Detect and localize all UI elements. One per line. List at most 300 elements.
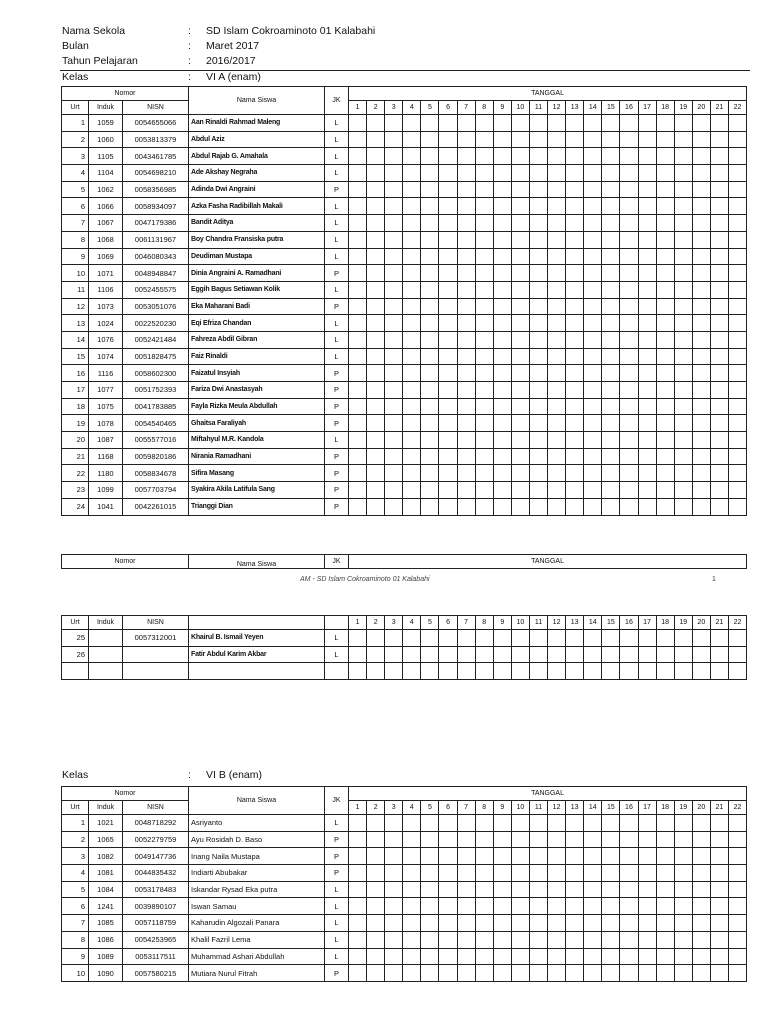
- attendance-cell[interactable]: [728, 815, 746, 832]
- attendance-cell[interactable]: [674, 815, 692, 832]
- attendance-cell[interactable]: [349, 181, 367, 198]
- attendance-cell[interactable]: [710, 115, 728, 132]
- attendance-cell[interactable]: [674, 663, 692, 680]
- attendance-cell[interactable]: [439, 265, 457, 282]
- attendance-cell[interactable]: [475, 881, 493, 898]
- attendance-cell[interactable]: [620, 663, 638, 680]
- attendance-cell[interactable]: [475, 948, 493, 965]
- attendance-cell[interactable]: [439, 382, 457, 399]
- attendance-cell[interactable]: [475, 931, 493, 948]
- attendance-cell[interactable]: [367, 298, 385, 315]
- attendance-cell[interactable]: [385, 915, 403, 932]
- attendance-cell[interactable]: [385, 148, 403, 165]
- attendance-cell[interactable]: [457, 831, 475, 848]
- attendance-cell[interactable]: [728, 965, 746, 982]
- attendance-cell[interactable]: [692, 315, 710, 332]
- attendance-cell[interactable]: [638, 398, 656, 415]
- attendance-cell[interactable]: [511, 448, 529, 465]
- attendance-cell[interactable]: [403, 131, 421, 148]
- attendance-cell[interactable]: [692, 948, 710, 965]
- attendance-cell[interactable]: [457, 315, 475, 332]
- attendance-cell[interactable]: [674, 865, 692, 882]
- attendance-cell[interactable]: [529, 646, 547, 663]
- attendance-cell[interactable]: [566, 646, 584, 663]
- attendance-cell[interactable]: [656, 215, 674, 232]
- attendance-cell[interactable]: [385, 898, 403, 915]
- attendance-cell[interactable]: [638, 382, 656, 399]
- attendance-cell[interactable]: [566, 432, 584, 449]
- attendance-cell[interactable]: [602, 931, 620, 948]
- attendance-cell[interactable]: [493, 382, 511, 399]
- attendance-cell[interactable]: [674, 298, 692, 315]
- attendance-cell[interactable]: [367, 831, 385, 848]
- attendance-cell[interactable]: [602, 398, 620, 415]
- attendance-cell[interactable]: [457, 848, 475, 865]
- attendance-cell[interactable]: [710, 948, 728, 965]
- attendance-cell[interactable]: [584, 165, 602, 182]
- attendance-cell[interactable]: [511, 931, 529, 948]
- attendance-cell[interactable]: [710, 915, 728, 932]
- attendance-cell[interactable]: [620, 646, 638, 663]
- attendance-cell[interactable]: [602, 181, 620, 198]
- attendance-cell[interactable]: [638, 348, 656, 365]
- attendance-cell[interactable]: [529, 948, 547, 965]
- attendance-cell[interactable]: [439, 215, 457, 232]
- attendance-cell[interactable]: [385, 948, 403, 965]
- attendance-cell[interactable]: [710, 231, 728, 248]
- attendance-cell[interactable]: [457, 298, 475, 315]
- attendance-cell[interactable]: [692, 498, 710, 515]
- attendance-cell[interactable]: [457, 215, 475, 232]
- attendance-cell[interactable]: [728, 131, 746, 148]
- attendance-cell[interactable]: [529, 281, 547, 298]
- attendance-cell[interactable]: [367, 663, 385, 680]
- attendance-cell[interactable]: [656, 298, 674, 315]
- attendance-cell[interactable]: [349, 365, 367, 382]
- attendance-cell[interactable]: [602, 646, 620, 663]
- attendance-cell[interactable]: [457, 915, 475, 932]
- attendance-cell[interactable]: [511, 348, 529, 365]
- attendance-cell[interactable]: [457, 248, 475, 265]
- attendance-cell[interactable]: [367, 198, 385, 215]
- attendance-cell[interactable]: [728, 265, 746, 282]
- attendance-cell[interactable]: [656, 482, 674, 499]
- attendance-cell[interactable]: [385, 281, 403, 298]
- attendance-cell[interactable]: [638, 315, 656, 332]
- attendance-cell[interactable]: [493, 365, 511, 382]
- attendance-cell[interactable]: [403, 315, 421, 332]
- attendance-cell[interactable]: [602, 365, 620, 382]
- attendance-cell[interactable]: [692, 898, 710, 915]
- attendance-cell[interactable]: [385, 331, 403, 348]
- attendance-cell[interactable]: [710, 348, 728, 365]
- attendance-cell[interactable]: [421, 248, 439, 265]
- attendance-cell[interactable]: [566, 398, 584, 415]
- attendance-cell[interactable]: [620, 498, 638, 515]
- attendance-cell[interactable]: [475, 215, 493, 232]
- attendance-cell[interactable]: [710, 432, 728, 449]
- attendance-cell[interactable]: [439, 348, 457, 365]
- attendance-cell[interactable]: [728, 848, 746, 865]
- attendance-cell[interactable]: [602, 848, 620, 865]
- attendance-cell[interactable]: [529, 398, 547, 415]
- attendance-cell[interactable]: [457, 663, 475, 680]
- attendance-cell[interactable]: [511, 248, 529, 265]
- attendance-cell[interactable]: [457, 365, 475, 382]
- attendance-cell[interactable]: [566, 663, 584, 680]
- attendance-cell[interactable]: [529, 231, 547, 248]
- attendance-cell[interactable]: [439, 815, 457, 832]
- attendance-cell[interactable]: [692, 265, 710, 282]
- attendance-cell[interactable]: [349, 448, 367, 465]
- attendance-cell[interactable]: [728, 465, 746, 482]
- attendance-cell[interactable]: [421, 948, 439, 965]
- attendance-cell[interactable]: [367, 248, 385, 265]
- attendance-cell[interactable]: [457, 148, 475, 165]
- attendance-cell[interactable]: [620, 915, 638, 932]
- attendance-cell[interactable]: [421, 315, 439, 332]
- attendance-cell[interactable]: [439, 432, 457, 449]
- attendance-cell[interactable]: [548, 630, 566, 647]
- attendance-cell[interactable]: [548, 148, 566, 165]
- attendance-cell[interactable]: [421, 848, 439, 865]
- attendance-cell[interactable]: [728, 365, 746, 382]
- attendance-cell[interactable]: [692, 815, 710, 832]
- attendance-cell[interactable]: [674, 965, 692, 982]
- attendance-cell[interactable]: [620, 948, 638, 965]
- attendance-cell[interactable]: [457, 865, 475, 882]
- attendance-cell[interactable]: [602, 465, 620, 482]
- attendance-cell[interactable]: [439, 498, 457, 515]
- attendance-cell[interactable]: [493, 315, 511, 332]
- attendance-cell[interactable]: [529, 482, 547, 499]
- attendance-cell[interactable]: [493, 498, 511, 515]
- attendance-cell[interactable]: [674, 165, 692, 182]
- attendance-cell[interactable]: [548, 482, 566, 499]
- attendance-cell[interactable]: [403, 848, 421, 865]
- attendance-cell[interactable]: [566, 448, 584, 465]
- attendance-cell[interactable]: [457, 815, 475, 832]
- attendance-cell[interactable]: [385, 115, 403, 132]
- attendance-cell[interactable]: [349, 663, 367, 680]
- attendance-cell[interactable]: [602, 215, 620, 232]
- attendance-cell[interactable]: [421, 815, 439, 832]
- attendance-cell[interactable]: [602, 448, 620, 465]
- attendance-cell[interactable]: [674, 448, 692, 465]
- attendance-cell[interactable]: [692, 915, 710, 932]
- attendance-cell[interactable]: [728, 663, 746, 680]
- attendance-cell[interactable]: [439, 931, 457, 948]
- attendance-cell[interactable]: [584, 931, 602, 948]
- attendance-cell[interactable]: [493, 148, 511, 165]
- attendance-cell[interactable]: [548, 931, 566, 948]
- attendance-cell[interactable]: [385, 181, 403, 198]
- attendance-cell[interactable]: [439, 646, 457, 663]
- attendance-cell[interactable]: [602, 865, 620, 882]
- attendance-cell[interactable]: [493, 281, 511, 298]
- attendance-cell[interactable]: [493, 415, 511, 432]
- attendance-cell[interactable]: [602, 965, 620, 982]
- attendance-cell[interactable]: [529, 131, 547, 148]
- attendance-cell[interactable]: [421, 432, 439, 449]
- attendance-cell[interactable]: [566, 948, 584, 965]
- attendance-cell[interactable]: [620, 315, 638, 332]
- attendance-cell[interactable]: [457, 965, 475, 982]
- attendance-cell[interactable]: [403, 630, 421, 647]
- attendance-cell[interactable]: [511, 298, 529, 315]
- attendance-cell[interactable]: [728, 382, 746, 399]
- attendance-cell[interactable]: [710, 630, 728, 647]
- attendance-cell[interactable]: [403, 115, 421, 132]
- attendance-cell[interactable]: [584, 432, 602, 449]
- attendance-cell[interactable]: [403, 663, 421, 680]
- attendance-cell[interactable]: [475, 365, 493, 382]
- attendance-cell[interactable]: [710, 815, 728, 832]
- attendance-cell[interactable]: [584, 248, 602, 265]
- attendance-cell[interactable]: [656, 448, 674, 465]
- attendance-cell[interactable]: [602, 898, 620, 915]
- attendance-cell[interactable]: [692, 281, 710, 298]
- attendance-cell[interactable]: [548, 881, 566, 898]
- attendance-cell[interactable]: [475, 915, 493, 932]
- attendance-cell[interactable]: [638, 215, 656, 232]
- attendance-cell[interactable]: [692, 331, 710, 348]
- attendance-cell[interactable]: [674, 248, 692, 265]
- attendance-cell[interactable]: [511, 482, 529, 499]
- attendance-cell[interactable]: [656, 646, 674, 663]
- attendance-cell[interactable]: [493, 663, 511, 680]
- attendance-cell[interactable]: [584, 815, 602, 832]
- attendance-cell[interactable]: [439, 465, 457, 482]
- attendance-cell[interactable]: [457, 948, 475, 965]
- attendance-cell[interactable]: [475, 815, 493, 832]
- attendance-cell[interactable]: [710, 265, 728, 282]
- attendance-cell[interactable]: [728, 498, 746, 515]
- attendance-cell[interactable]: [656, 348, 674, 365]
- attendance-cell[interactable]: [638, 198, 656, 215]
- attendance-cell[interactable]: [349, 215, 367, 232]
- attendance-cell[interactable]: [656, 865, 674, 882]
- attendance-cell[interactable]: [475, 398, 493, 415]
- attendance-cell[interactable]: [439, 482, 457, 499]
- attendance-cell[interactable]: [367, 315, 385, 332]
- attendance-cell[interactable]: [421, 265, 439, 282]
- attendance-cell[interactable]: [656, 315, 674, 332]
- attendance-cell[interactable]: [367, 898, 385, 915]
- attendance-cell[interactable]: [421, 630, 439, 647]
- attendance-cell[interactable]: [656, 432, 674, 449]
- attendance-cell[interactable]: [548, 281, 566, 298]
- attendance-cell[interactable]: [529, 415, 547, 432]
- attendance-cell[interactable]: [620, 965, 638, 982]
- attendance-cell[interactable]: [674, 398, 692, 415]
- attendance-cell[interactable]: [349, 248, 367, 265]
- attendance-cell[interactable]: [638, 432, 656, 449]
- attendance-cell[interactable]: [385, 498, 403, 515]
- attendance-cell[interactable]: [385, 848, 403, 865]
- attendance-cell[interactable]: [367, 965, 385, 982]
- attendance-cell[interactable]: [548, 498, 566, 515]
- attendance-cell[interactable]: [385, 881, 403, 898]
- attendance-cell[interactable]: [493, 215, 511, 232]
- attendance-cell[interactable]: [475, 646, 493, 663]
- attendance-cell[interactable]: [656, 663, 674, 680]
- attendance-cell[interactable]: [710, 398, 728, 415]
- attendance-cell[interactable]: [692, 482, 710, 499]
- attendance-cell[interactable]: [367, 398, 385, 415]
- attendance-cell[interactable]: [349, 498, 367, 515]
- attendance-cell[interactable]: [439, 281, 457, 298]
- attendance-cell[interactable]: [728, 630, 746, 647]
- attendance-cell[interactable]: [548, 248, 566, 265]
- attendance-cell[interactable]: [349, 482, 367, 499]
- attendance-cell[interactable]: [620, 165, 638, 182]
- attendance-cell[interactable]: [638, 630, 656, 647]
- attendance-cell[interactable]: [457, 898, 475, 915]
- attendance-cell[interactable]: [349, 148, 367, 165]
- attendance-cell[interactable]: [710, 281, 728, 298]
- attendance-cell[interactable]: [421, 482, 439, 499]
- attendance-cell[interactable]: [692, 248, 710, 265]
- attendance-cell[interactable]: [475, 848, 493, 865]
- attendance-cell[interactable]: [638, 448, 656, 465]
- attendance-cell[interactable]: [566, 331, 584, 348]
- attendance-cell[interactable]: [548, 448, 566, 465]
- attendance-cell[interactable]: [439, 231, 457, 248]
- attendance-cell[interactable]: [548, 865, 566, 882]
- attendance-cell[interactable]: [511, 131, 529, 148]
- attendance-cell[interactable]: [511, 646, 529, 663]
- attendance-cell[interactable]: [367, 815, 385, 832]
- attendance-cell[interactable]: [349, 965, 367, 982]
- attendance-cell[interactable]: [656, 115, 674, 132]
- attendance-cell[interactable]: [638, 415, 656, 432]
- attendance-cell[interactable]: [349, 415, 367, 432]
- attendance-cell[interactable]: [638, 663, 656, 680]
- attendance-cell[interactable]: [710, 148, 728, 165]
- attendance-cell[interactable]: [728, 646, 746, 663]
- attendance-cell[interactable]: [367, 215, 385, 232]
- attendance-cell[interactable]: [692, 298, 710, 315]
- attendance-cell[interactable]: [728, 298, 746, 315]
- attendance-cell[interactable]: [349, 198, 367, 215]
- attendance-cell[interactable]: [602, 498, 620, 515]
- attendance-cell[interactable]: [620, 448, 638, 465]
- attendance-cell[interactable]: [385, 198, 403, 215]
- attendance-cell[interactable]: [710, 415, 728, 432]
- attendance-cell[interactable]: [674, 148, 692, 165]
- attendance-cell[interactable]: [566, 865, 584, 882]
- attendance-cell[interactable]: [475, 965, 493, 982]
- attendance-cell[interactable]: [439, 881, 457, 898]
- attendance-cell[interactable]: [548, 965, 566, 982]
- attendance-cell[interactable]: [710, 248, 728, 265]
- attendance-cell[interactable]: [620, 382, 638, 399]
- attendance-cell[interactable]: [367, 498, 385, 515]
- attendance-cell[interactable]: [692, 365, 710, 382]
- attendance-cell[interactable]: [511, 331, 529, 348]
- attendance-cell[interactable]: [457, 432, 475, 449]
- attendance-cell[interactable]: [403, 198, 421, 215]
- attendance-cell[interactable]: [511, 415, 529, 432]
- attendance-cell[interactable]: [511, 881, 529, 898]
- attendance-cell[interactable]: [674, 646, 692, 663]
- attendance-cell[interactable]: [529, 331, 547, 348]
- attendance-cell[interactable]: [439, 831, 457, 848]
- attendance-cell[interactable]: [548, 115, 566, 132]
- attendance-cell[interactable]: [421, 398, 439, 415]
- attendance-cell[interactable]: [439, 448, 457, 465]
- attendance-cell[interactable]: [710, 482, 728, 499]
- attendance-cell[interactable]: [385, 965, 403, 982]
- attendance-cell[interactable]: [511, 382, 529, 399]
- attendance-cell[interactable]: [493, 831, 511, 848]
- attendance-cell[interactable]: [728, 415, 746, 432]
- attendance-cell[interactable]: [566, 915, 584, 932]
- attendance-cell[interactable]: [457, 382, 475, 399]
- attendance-cell[interactable]: [439, 131, 457, 148]
- attendance-cell[interactable]: [403, 931, 421, 948]
- attendance-cell[interactable]: [638, 931, 656, 948]
- attendance-cell[interactable]: [584, 265, 602, 282]
- attendance-cell[interactable]: [385, 432, 403, 449]
- attendance-cell[interactable]: [421, 331, 439, 348]
- attendance-cell[interactable]: [385, 398, 403, 415]
- attendance-cell[interactable]: [403, 831, 421, 848]
- attendance-cell[interactable]: [620, 131, 638, 148]
- attendance-cell[interactable]: [529, 898, 547, 915]
- attendance-cell[interactable]: [493, 331, 511, 348]
- attendance-cell[interactable]: [620, 630, 638, 647]
- attendance-cell[interactable]: [367, 848, 385, 865]
- attendance-cell[interactable]: [638, 231, 656, 248]
- attendance-cell[interactable]: [421, 898, 439, 915]
- attendance-cell[interactable]: [529, 931, 547, 948]
- attendance-cell[interactable]: [638, 165, 656, 182]
- attendance-cell[interactable]: [692, 965, 710, 982]
- attendance-cell[interactable]: [674, 898, 692, 915]
- attendance-cell[interactable]: [728, 831, 746, 848]
- attendance-cell[interactable]: [349, 915, 367, 932]
- attendance-cell[interactable]: [421, 165, 439, 182]
- attendance-cell[interactable]: [674, 432, 692, 449]
- attendance-cell[interactable]: [710, 831, 728, 848]
- attendance-cell[interactable]: [529, 148, 547, 165]
- attendance-cell[interactable]: [475, 498, 493, 515]
- attendance-cell[interactable]: [403, 231, 421, 248]
- attendance-cell[interactable]: [584, 865, 602, 882]
- attendance-cell[interactable]: [620, 348, 638, 365]
- attendance-cell[interactable]: [710, 131, 728, 148]
- attendance-cell[interactable]: [439, 181, 457, 198]
- attendance-cell[interactable]: [620, 432, 638, 449]
- attendance-cell[interactable]: [692, 165, 710, 182]
- attendance-cell[interactable]: [493, 815, 511, 832]
- attendance-cell[interactable]: [728, 315, 746, 332]
- attendance-cell[interactable]: [638, 831, 656, 848]
- attendance-cell[interactable]: [710, 331, 728, 348]
- attendance-cell[interactable]: [421, 115, 439, 132]
- attendance-cell[interactable]: [511, 865, 529, 882]
- attendance-cell[interactable]: [638, 265, 656, 282]
- attendance-cell[interactable]: [439, 663, 457, 680]
- attendance-cell[interactable]: [602, 231, 620, 248]
- attendance-cell[interactable]: [566, 382, 584, 399]
- attendance-cell[interactable]: [638, 848, 656, 865]
- attendance-cell[interactable]: [620, 848, 638, 865]
- attendance-cell[interactable]: [457, 198, 475, 215]
- attendance-cell[interactable]: [529, 198, 547, 215]
